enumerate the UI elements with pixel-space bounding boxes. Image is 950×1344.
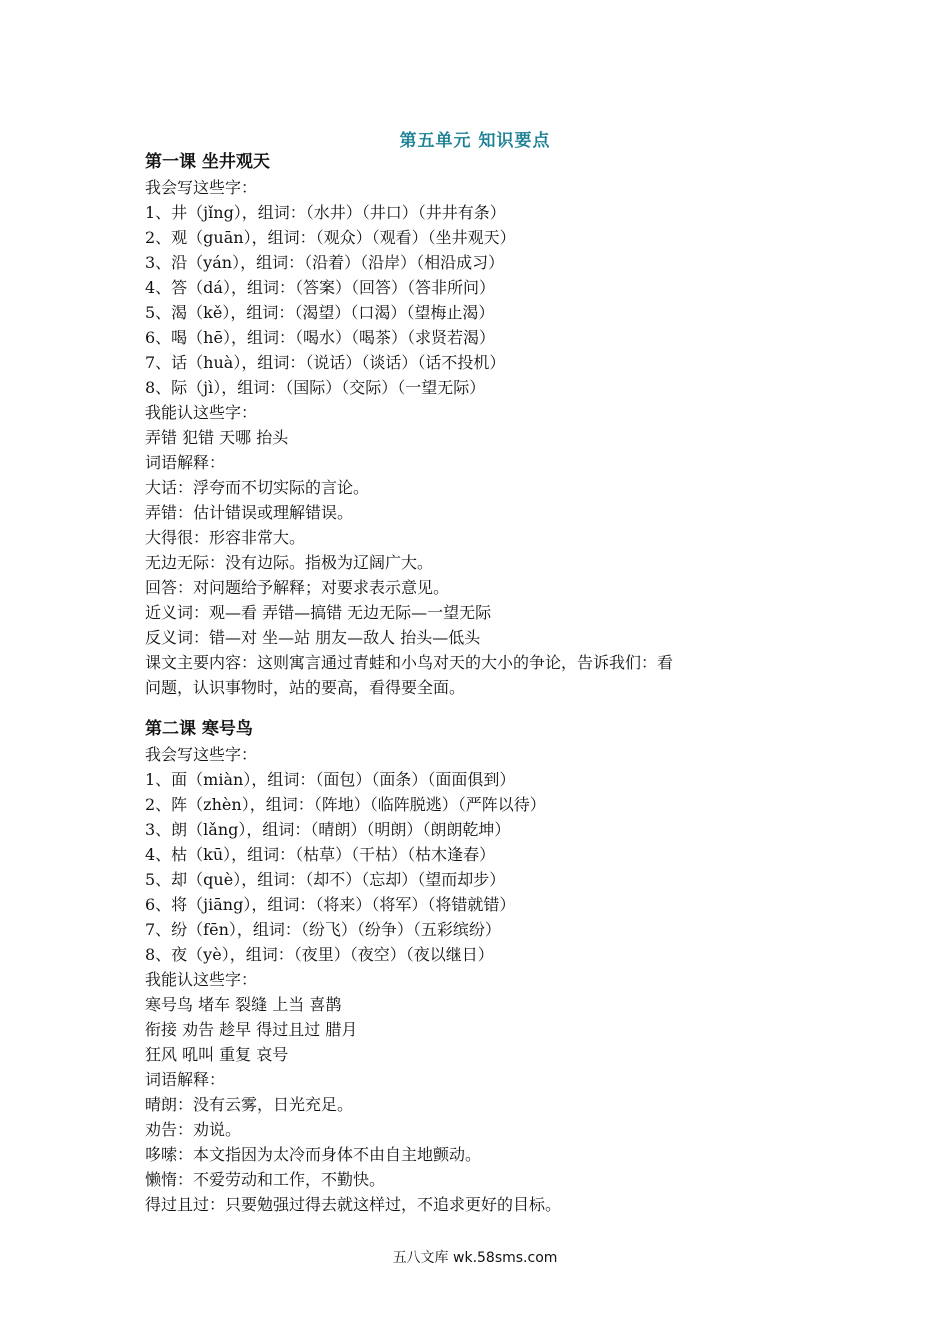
summary-line: 课文主要内容：这则寓言通过青蛙和小鸟对天的大小的争论，告诉我们：看 [145,653,674,672]
explanation-item: 大话：浮夸而不切实际的言论。 [145,478,370,497]
write-item: 3、沿（yán），组词：（沿着）（沿岸）（相沿成习） [145,253,505,272]
read-words: 弄错 犯错 天哪 抬头 [145,428,289,447]
explanation-item: 无边无际：没有边际。指极为辽阔广大。 [145,553,434,572]
write-item: 1、井（jǐng），组词：（水井）（井口）（井井有条） [145,203,506,222]
explanation-item: 得过且过：只要勉强过得去就这样过，不追求更好的目标。 [145,1195,562,1214]
lesson-2-section [145,717,825,1217]
antonyms: 反义词：错—对 坐—站 朋友—敌人 抬头—低头 [145,628,481,647]
write-item: 7、话（huà），组词：（说话）（谈话）（话不投机） [145,353,506,372]
write-item: 2、阵（zhèn），组词：（阵地）（临阵脱逃）（严阵以待） [145,795,546,814]
read-words: 寒号鸟 堵车 裂缝 上当 喜鹊 [145,995,342,1014]
page-title: 第五单元 知识要点 [399,131,551,151]
explain-label: 词语解释： [145,1070,226,1089]
footer-watermark: 五八文库 wk.58sms.com [392,1250,558,1266]
explanation-item: 弄错：估计错误或理解错误。 [145,503,354,522]
write-item: 7、纷（fēn），组词：（纷飞）（纷争）（五彩缤纷） [145,920,501,939]
explanation-item: 回答：对问题给予解释；对要求表示意见。 [145,578,450,597]
explanation-item: 晴朗：没有云雾，日光充足。 [145,1095,354,1114]
write-item: 2、观（guān），组词：（观众）（观看）（坐井观天） [145,228,516,247]
write-item: 1、面（miàn），组词：（面包）（面条）（面面俱到） [145,770,516,789]
lesson-2-heading: 第二课 寒号鸟 [145,719,253,739]
write-item: 4、答（dá），组词：（答案）（回答）（答非所问） [145,278,495,297]
write-item: 6、喝（hē），组词：（喝水）（喝茶）（求贤若渴） [145,328,495,347]
explanation-item: 劝告：劝说。 [145,1120,242,1139]
read-words: 狂风 吼叫 重复 哀号 [145,1045,289,1064]
read-label: 我能认这些字： [145,970,258,989]
lesson-1-heading: 第一课 坐井观天 [145,152,270,172]
write-item: 8、夜（yè），组词：（夜里）（夜空）（夜以继日） [145,945,494,964]
write-item: 5、渴（kě），组词：（渴望）（口渴）（望梅止渴） [145,303,495,322]
read-words: 衔接 劝告 趁早 得过且过 腊月 [145,1020,358,1039]
explanation-item: 哆嗦：本文指因为太冷而身体不由自主地颤动。 [145,1145,482,1164]
write-label: 我会写这些字： [145,178,258,197]
write-item: 8、际（jì），组词：（国际）（交际）（一望无际） [145,378,486,397]
explanation-item: 懒惰：不爱劳动和工作，不勤快。 [145,1170,386,1189]
read-label: 我能认这些字： [145,403,258,422]
summary-line: 问题，认识事物时，站的要高，看得要全面。 [145,678,466,697]
explain-label: 词语解释： [145,453,226,472]
lesson-1-section [145,150,825,700]
write-label: 我会写这些字： [145,745,258,764]
write-item: 6、将（jiāng），组词：（将来）（将军）（将错就错） [145,895,516,914]
synonyms: 近义词：观—看 弄错—搞错 无边无际—一望无际 [145,603,492,622]
write-item: 3、朗（lǎng），组词：（晴朗）（明朗）（朗朗乾坤） [145,820,511,839]
explanation-item: 大得很：形容非常大。 [145,528,306,547]
write-item: 5、却（què），组词：（却不）（忘却）（望而却步） [145,870,506,889]
write-item: 4、枯（kū），组词：（枯草）（干枯）（枯木逢春） [145,845,496,864]
